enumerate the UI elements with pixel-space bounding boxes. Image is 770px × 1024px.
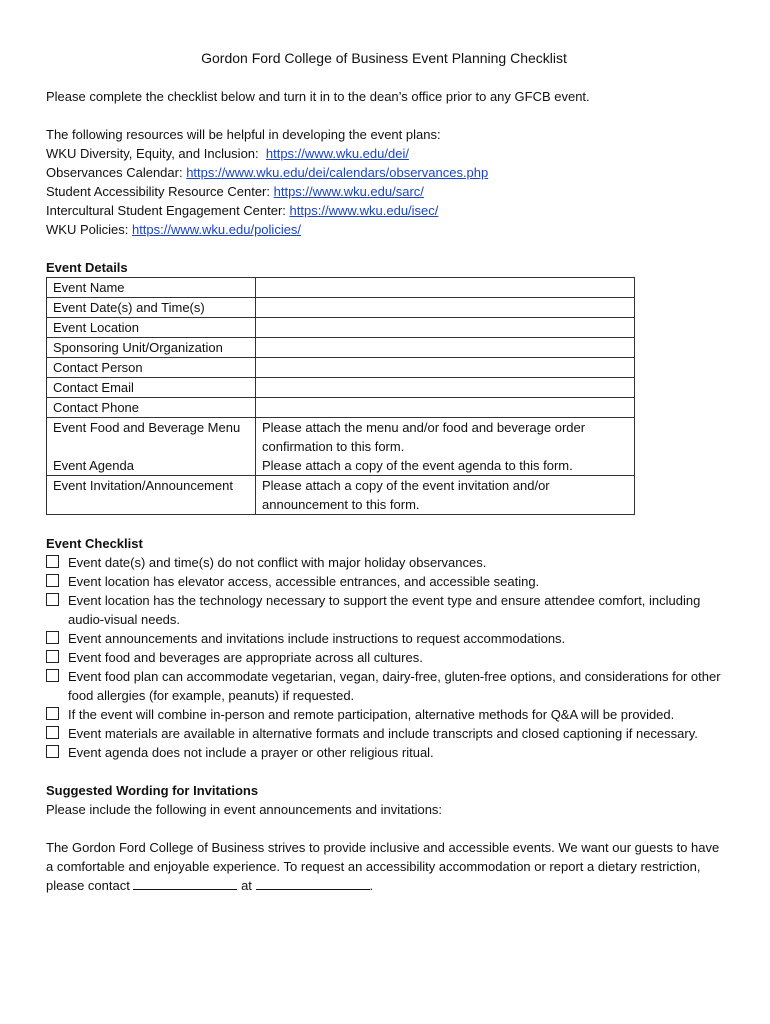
details-value[interactable] xyxy=(256,378,635,398)
checkbox[interactable] xyxy=(46,707,59,720)
intro-text: Please complete the checklist below and turn it in to the dean’s office prior to any GFCB event. xyxy=(46,89,590,104)
checklist-item xyxy=(46,591,722,629)
details-row xyxy=(47,418,635,457)
wording-heading: Suggested Wording for Invitations xyxy=(46,783,259,798)
checkbox[interactable] xyxy=(46,555,59,568)
details-value[interactable] xyxy=(256,398,635,418)
resource-label: Intercultural Student Engagement Center: xyxy=(46,203,290,218)
resource-link[interactable]: https://www.wku.edu/isec/ xyxy=(289,203,439,218)
resource-line xyxy=(46,144,722,163)
details-row xyxy=(47,278,635,298)
resources-list xyxy=(46,144,722,239)
checklist-item xyxy=(46,724,722,743)
details-label: Event Location xyxy=(47,318,256,338)
details-label: Event Food and Beverage Menu xyxy=(47,418,256,457)
details-value[interactable]: Please attach the menu and/or food and beverage order confirmation to this form. xyxy=(256,418,635,457)
resource-line xyxy=(46,220,722,239)
resource-line xyxy=(46,163,722,182)
details-value[interactable] xyxy=(256,278,635,298)
checklist-item xyxy=(46,553,722,572)
details-value[interactable] xyxy=(256,358,635,378)
resource-line xyxy=(46,201,722,220)
details-label: Contact Phone xyxy=(47,398,256,418)
checkbox[interactable] xyxy=(46,726,59,739)
details-label: Contact Email xyxy=(47,378,256,398)
checklist-item-text: Event location has elevator access, accessible entrances, and accessible seating. xyxy=(68,574,540,589)
statement-text: The Gordon Ford College of Business strives to provide inclusive and accessible events. We want our guests to have a comfortable and enjoyable experience. To request an accessibility accommodation or report a dietary restriction, please contact xyxy=(46,840,720,893)
resource-label: WKU Policies: xyxy=(46,222,132,237)
details-value[interactable] xyxy=(256,338,635,358)
resource-label: Observances Calendar: xyxy=(46,165,187,180)
details-label: Event Invitation/Announcement xyxy=(47,476,256,515)
document-title: Gordon Ford College of Business Event Planning Checklist xyxy=(201,50,567,66)
event-checklist xyxy=(46,553,722,762)
checklist-item xyxy=(46,572,722,591)
details-row xyxy=(47,378,635,398)
details-value[interactable] xyxy=(256,298,635,318)
contact-name-blank[interactable] xyxy=(133,876,237,890)
checklist-item-text: Event agenda does not include a prayer or other religious ritual. xyxy=(68,745,434,760)
checkbox[interactable] xyxy=(46,650,59,663)
details-value[interactable]: Please attach a copy of the event agenda to this form. xyxy=(256,456,635,476)
checklist-item xyxy=(46,743,722,762)
contact-info-blank[interactable] xyxy=(256,876,370,890)
details-label: Event Agenda xyxy=(47,456,256,476)
details-row xyxy=(47,298,635,318)
details-label: Sponsoring Unit/Organization xyxy=(47,338,256,358)
details-label: Event Name xyxy=(47,278,256,298)
details-value[interactable]: Please attach a copy of the event invitation and/or announcement to this form. xyxy=(256,476,635,515)
details-row xyxy=(47,476,635,515)
resource-label: Student Accessibility Resource Center: xyxy=(46,184,274,199)
checkbox[interactable] xyxy=(46,669,59,682)
details-row xyxy=(47,338,635,358)
statement-end: . xyxy=(369,878,374,893)
details-row xyxy=(47,358,635,378)
details-row xyxy=(47,318,635,338)
checkbox[interactable] xyxy=(46,631,59,644)
checkbox[interactable] xyxy=(46,745,59,758)
checklist-item-text: Event location has the technology necessary to support the event type and ensure attendee comfort, including audio-visual needs. xyxy=(68,593,701,627)
details-label: Contact Person xyxy=(47,358,256,378)
event-details-heading: Event Details xyxy=(46,260,128,275)
checklist-item xyxy=(46,629,722,648)
resource-link[interactable]: https://www.wku.edu/dei/calendars/observances.php xyxy=(186,165,489,180)
checkbox[interactable] xyxy=(46,574,59,587)
resource-label: WKU Diversity, Equity, and Inclusion: xyxy=(46,146,266,161)
details-label: Event Date(s) and Time(s) xyxy=(47,298,256,318)
checklist-item xyxy=(46,705,722,724)
checklist-item-text: Event date(s) and time(s) do not conflict with major holiday observances. xyxy=(68,555,487,570)
checklist-item-text: Event announcements and invitations include instructions to request accommodations. xyxy=(68,631,566,646)
resource-link[interactable]: https://www.wku.edu/policies/ xyxy=(131,222,302,237)
checklist-item-text: Event food plan can accommodate vegetarian, vegan, dairy-free, gluten-free options, and considerations for other food allergies (for example, peanuts) if requested. xyxy=(68,669,721,703)
checklist-item-text: Event materials are available in alternative formats and include transcripts and closed captioning if necessary. xyxy=(68,726,698,741)
checklist-item xyxy=(46,648,722,667)
document-page xyxy=(46,50,722,895)
resource-line xyxy=(46,182,722,201)
resources-heading: The following resources will be helpful in developing the event plans: xyxy=(46,127,441,142)
resource-link[interactable]: https://www.wku.edu/dei/ xyxy=(265,146,409,161)
checklist-item-text: Event food and beverages are appropriate across all cultures. xyxy=(68,650,423,665)
checklist-item-text: If the event will combine in-person and remote participation, alternative methods for Q&A will be provided. xyxy=(68,707,675,722)
event-details-table xyxy=(46,277,635,515)
event-checklist-heading: Event Checklist xyxy=(46,536,143,551)
checkbox[interactable] xyxy=(46,593,59,606)
statement-at: at xyxy=(237,878,256,893)
resource-link[interactable]: https://www.wku.edu/sarc/ xyxy=(273,184,424,199)
invitation-statement xyxy=(46,838,722,895)
checklist-item xyxy=(46,667,722,705)
details-row xyxy=(47,398,635,418)
details-value[interactable] xyxy=(256,318,635,338)
details-row xyxy=(47,456,635,476)
wording-instruction: Please include the following in event announcements and invitations: xyxy=(46,802,443,817)
